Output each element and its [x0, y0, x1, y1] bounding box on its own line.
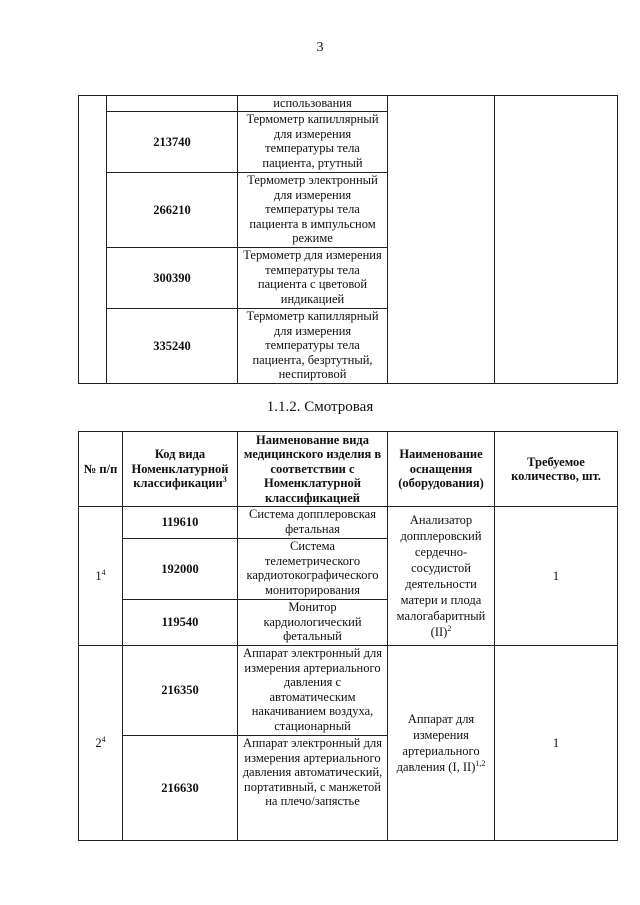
num-text: 1 [95, 568, 102, 583]
equipment-text: Анализатор допплеровский сердечно-сосудистой деятельности матери и плода малогабаритный (II) [396, 513, 486, 639]
header-device-name: Наименование вида медицинского изделия в соответствии с Номенклатурной классификацией [238, 432, 388, 507]
page-number: 3 [316, 40, 324, 55]
header-code-text: Код вида Номенклатурной классификации [131, 447, 229, 491]
num-cell [79, 507, 123, 646]
quantity-cell [495, 96, 618, 384]
code-cell: 216630 [123, 736, 238, 841]
device-name-cell: Термометр капиллярный для измерения температуры тела пациента, безртутный, неспиртовой [238, 309, 388, 384]
table-row [79, 96, 618, 112]
code-cell: 335240 [107, 309, 238, 384]
device-name-cell: Термометр капиллярный для измерения температуры тела пациента, ртутный [238, 112, 388, 173]
equipment-cell [388, 646, 495, 841]
equipment-cell [388, 96, 495, 384]
footnote-mark: 4 [101, 734, 106, 744]
header-code [123, 432, 238, 507]
quantity-cell: 1 [495, 507, 618, 646]
device-name-cell: Система телеметрического кардиотокографического мониторирования [238, 539, 388, 600]
num-text: 2 [95, 735, 102, 750]
device-name-cell: Система допплеровская фетальная [238, 507, 388, 539]
code-cell: 266210 [107, 173, 238, 248]
footnote-mark: 1,2 [475, 758, 486, 768]
continuation-table [78, 95, 618, 384]
footnote-mark: 2 [447, 623, 452, 633]
quantity-cell: 1 [495, 646, 618, 841]
equipment-cell [388, 507, 495, 646]
footnote-mark: 4 [101, 567, 106, 577]
device-name-cell: Термометр для измерения температуры тела пациента с цветовой индикацией [238, 248, 388, 309]
table-row [79, 646, 618, 736]
device-name-cell: Монитор кардиологический фетальный [238, 600, 388, 646]
num-cell [79, 646, 123, 841]
code-cell: 119540 [123, 600, 238, 646]
header-quantity: Требуемое количество, шт. [495, 432, 618, 507]
code-cell: 213740 [107, 112, 238, 173]
section-heading: 1.1.2. Смотровая [266, 399, 374, 415]
code-cell: 119610 [123, 507, 238, 539]
footnote-mark: 3 [222, 475, 227, 485]
device-name-cell: использования [238, 96, 388, 112]
device-name-cell: Аппарат электронный для измерения артериального давления с автоматическим накачиванием воздуха, стационарный [238, 646, 388, 736]
equipment-text: Аппарат для измерения артериального давления (I, II) [396, 712, 480, 774]
code-cell [107, 96, 238, 112]
device-name-cell: Аппарат электронный для измерения артериального давления автоматический, портативный, с манжетой на плечо/запястье [238, 736, 388, 841]
code-cell: 216350 [123, 646, 238, 736]
device-name-cell: Термометр электронный для измерения температуры тела пациента в импульсном режиме [238, 173, 388, 248]
equipment-table [78, 431, 618, 841]
table-row [79, 507, 618, 539]
code-cell: 300390 [107, 248, 238, 309]
header-row [79, 432, 618, 507]
header-equipment: Наименование оснащения (оборудования) [388, 432, 495, 507]
header-num: № п/п [79, 432, 123, 507]
num-cell [79, 96, 107, 384]
code-cell: 192000 [123, 539, 238, 600]
